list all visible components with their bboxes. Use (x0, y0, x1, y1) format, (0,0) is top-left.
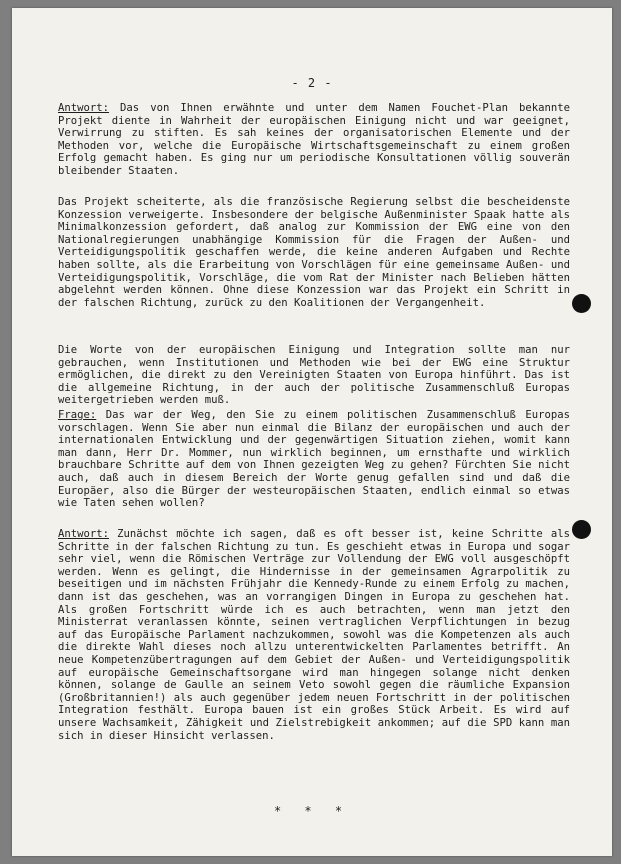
speaker-label: Antwort: (58, 528, 110, 540)
paragraph (58, 102, 570, 178)
paragraph-text: Die Worte von der europäischen Einigung und Integration sollte man nur gebrauchen, wenn Institutionen und Methoden wie bei der EWG eine Struktur ermöglichen, die direkt zu den Vereinigten Staaten von Europa hinführt. Das ist die allgemeine Richtung, in der auch der politische Zusammenschluß Europas weitergetrieben werden muß. (58, 344, 570, 407)
page-number: - 2 - (291, 76, 333, 90)
speaker-label: Antwort: (58, 102, 110, 114)
paragraph-text: Zunächst möchte ich sagen, daß es oft besser ist, keine Schritte als Schritte in der falschen Richtung zu tun. Es geschieht etwas in Europa und sogar sehr viel, wenn die Römischen Verträge zur Vollendung der EWG voll ausgeschöpft werden. Wenn es gelingt, die Hindernisse in der gemeinsamen Agrarpolitik zu beseitigen und im nächsten Frühjahr die Kennedy-Runde zu einem Erfolg zu machen, dann ist das geschehen, was an vorrangigen Dingen in Europa zu geschehen hat. Als großen Fortschritt würde ich es auch betrachten, wenn man jetzt den Ministerrat veranlassen könnte, seinen vertraglichen Verpflichtungen in bezug auf das Europäische Parlament nachzukommen, sowohl was die Kompetenzen als auch die direkte Wahl dieses noch allzu unterentwickelten Parlamentes betrifft. An neue Kompetenzübertragungen auf dem Gebiet der Außen- und Verteidigungspolitik auf europäische Gemeinschaftsorgane wird man hingegen solange nicht denken können, solange de Gaulle an seinem Veto sowohl gegen die räumliche Expansion (Großbritannien!) als auch gegenüber jedem neuen Fortschritt in der politischen Integration festhält. Europa bauen ist ein großes Stück Arbeit. Es wird auf unsere Wachsamkeit, Zähigkeit und Zielstrebigkeit ankommen; auf die SPD kann man sich in dieser Hinsicht verlassen. (58, 528, 570, 742)
paragraph-text: Das Projekt scheiterte, als die französische Regierung selbst die bescheidenste Konzession verweigerte. Insbesondere der belgische Außenminister Spaak hatte als Minimalkonzession gefordert, daß analog zur Kommission der EWG eine von den Nationalregierungen unabhängige Kommission für die Fragen der Außen- und Verteidigungspolitik geschaffen werde, die keine anderen Aufgaben und Rechte haben sollte, als die Erarbeitung von Vorschlägen für eine gemeinsame Außen- und Verteidigungspolitik, Vorschläge, die vom Rat der Minister nach Belieben hätten abgelehnt werden können. Ohne diese Konzession war das Projekt ein Schritt in der falschen Richtung, zurück zu den Koalitionen der Vergangenheit. (58, 196, 570, 309)
paragraph-text: Das war der Weg, den Sie zu einem politischen Zusammenschluß Europas vorschlagen. Wenn Sie aber nun einmal die Bilanz der europäischen und auch der internationalen Entwicklung und der gegenwärtigen Situation ziehen, womit kann man dann, Herr Dr. Mommer, nun wirklich beginnen, um ernsthafte und wirklich brauchbare Schritte auf dem von Ihnen gezeigten Weg zu gehen? Fürchten Sie nicht auch, daß auch in diesem Bereich der Worte genug gefallen sind und daß die Europäer, also die Bürger der westeuropäischen Staaten, endlich einmal so etwas wie Taten sehen wollen? (58, 409, 570, 510)
punch-hole (572, 520, 591, 539)
paragraph (58, 528, 570, 742)
paragraph-text: Das von Ihnen erwähnte und unter dem Namen Fouchet-Plan bekannte Projekt diente in Wahrheit der europäischen Einigung nicht und war geeignet, Verwirrung zu stiften. Es sah keines der organisatorischen Elemente und der Methoden vor, welche die Europäische Wirtschaftsgemeinschaft zu einem großen Erfolg gemacht haben. Es ging nur um periodische Konsultationen völlig souverän bleibender Staaten. (58, 102, 570, 177)
document-page (12, 8, 612, 856)
paragraph (58, 344, 570, 407)
end-marker: * * * (273, 804, 351, 818)
speaker-label: Frage: (58, 409, 97, 421)
paragraph (58, 409, 570, 510)
paragraph (58, 196, 570, 309)
punch-hole (572, 294, 591, 313)
